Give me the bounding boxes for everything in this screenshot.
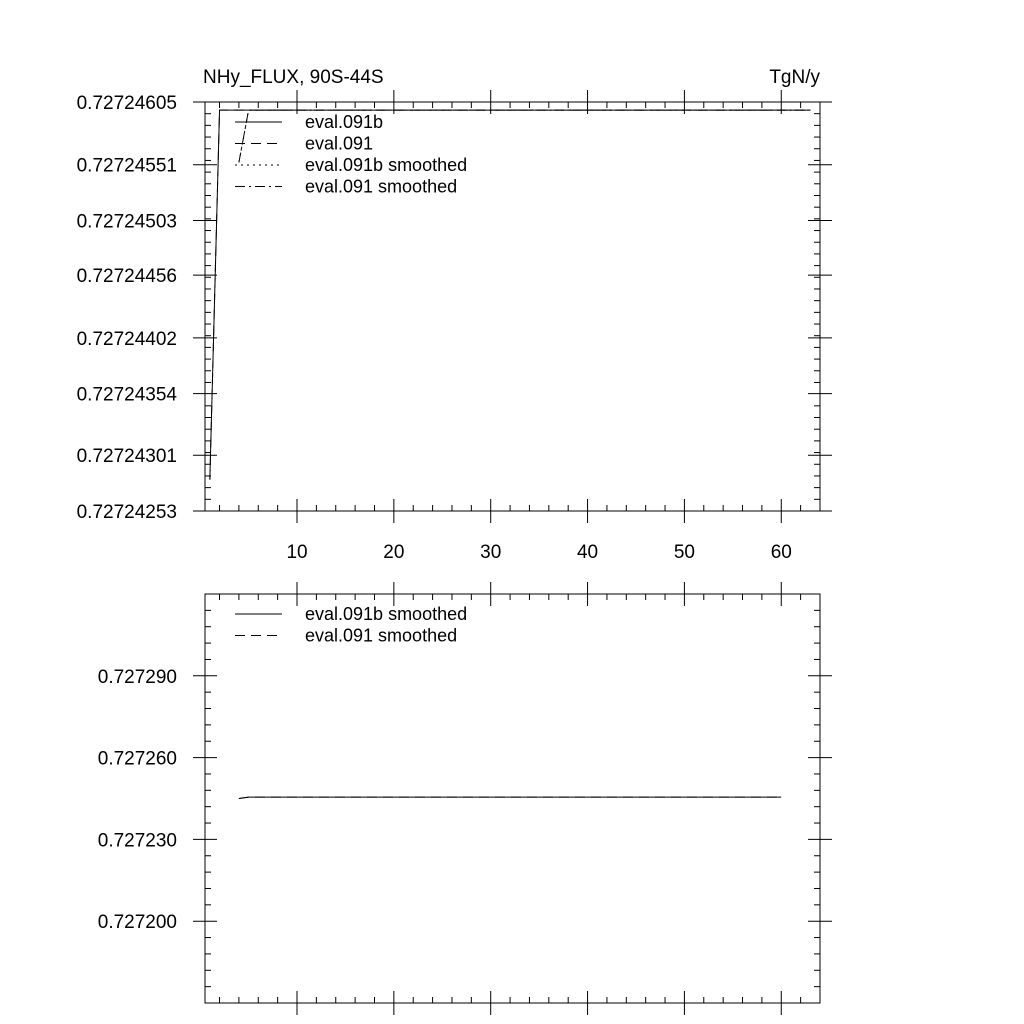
y-tick-label: 0.72724354 xyxy=(76,384,177,406)
y-tick-label: 0.72724402 xyxy=(76,328,177,350)
series-line xyxy=(210,110,810,480)
y-tick-label: 0.727230 xyxy=(97,830,177,852)
legend-label: eval.091b smoothed xyxy=(305,604,468,624)
series-line xyxy=(210,110,810,480)
x-tick-label: 40 xyxy=(576,542,599,563)
legend-label: eval.091 xyxy=(305,133,374,154)
y-tick-label: 0.72724605 xyxy=(76,93,177,114)
chart-title: NHy_FLUX, 90S-44S xyxy=(203,67,384,88)
legend-label: eval.091b smoothed xyxy=(305,155,468,175)
x-tick-label: 50 xyxy=(673,542,695,563)
y-tick-label: 0.727200 xyxy=(97,912,177,934)
legend-label: eval.091 smoothed xyxy=(305,625,458,646)
top-panel xyxy=(77,67,832,563)
plot-frame xyxy=(205,594,820,1003)
y-tick-label: 0.72724301 xyxy=(76,446,177,468)
units-label: TgN/y xyxy=(769,67,820,88)
y-tick-label: 0.72724551 xyxy=(76,155,177,177)
x-tick-label: 20 xyxy=(383,542,405,563)
legend-label: eval.091b xyxy=(305,112,384,132)
bottom-panel xyxy=(98,582,832,1015)
y-tick-label: 0.727290 xyxy=(97,666,177,688)
legend-label: eval.091 smoothed xyxy=(305,176,458,197)
x-tick-label: 60 xyxy=(770,542,792,563)
y-tick-label: 0.72724456 xyxy=(76,266,177,288)
y-tick-label: 0.727260 xyxy=(97,748,177,770)
x-tick-label: 30 xyxy=(480,542,502,563)
plot-frame xyxy=(205,102,820,511)
y-tick-label: 0.72724503 xyxy=(76,211,177,233)
y-tick-label: 0.72724253 xyxy=(76,502,177,523)
x-tick-label: 10 xyxy=(286,542,308,563)
